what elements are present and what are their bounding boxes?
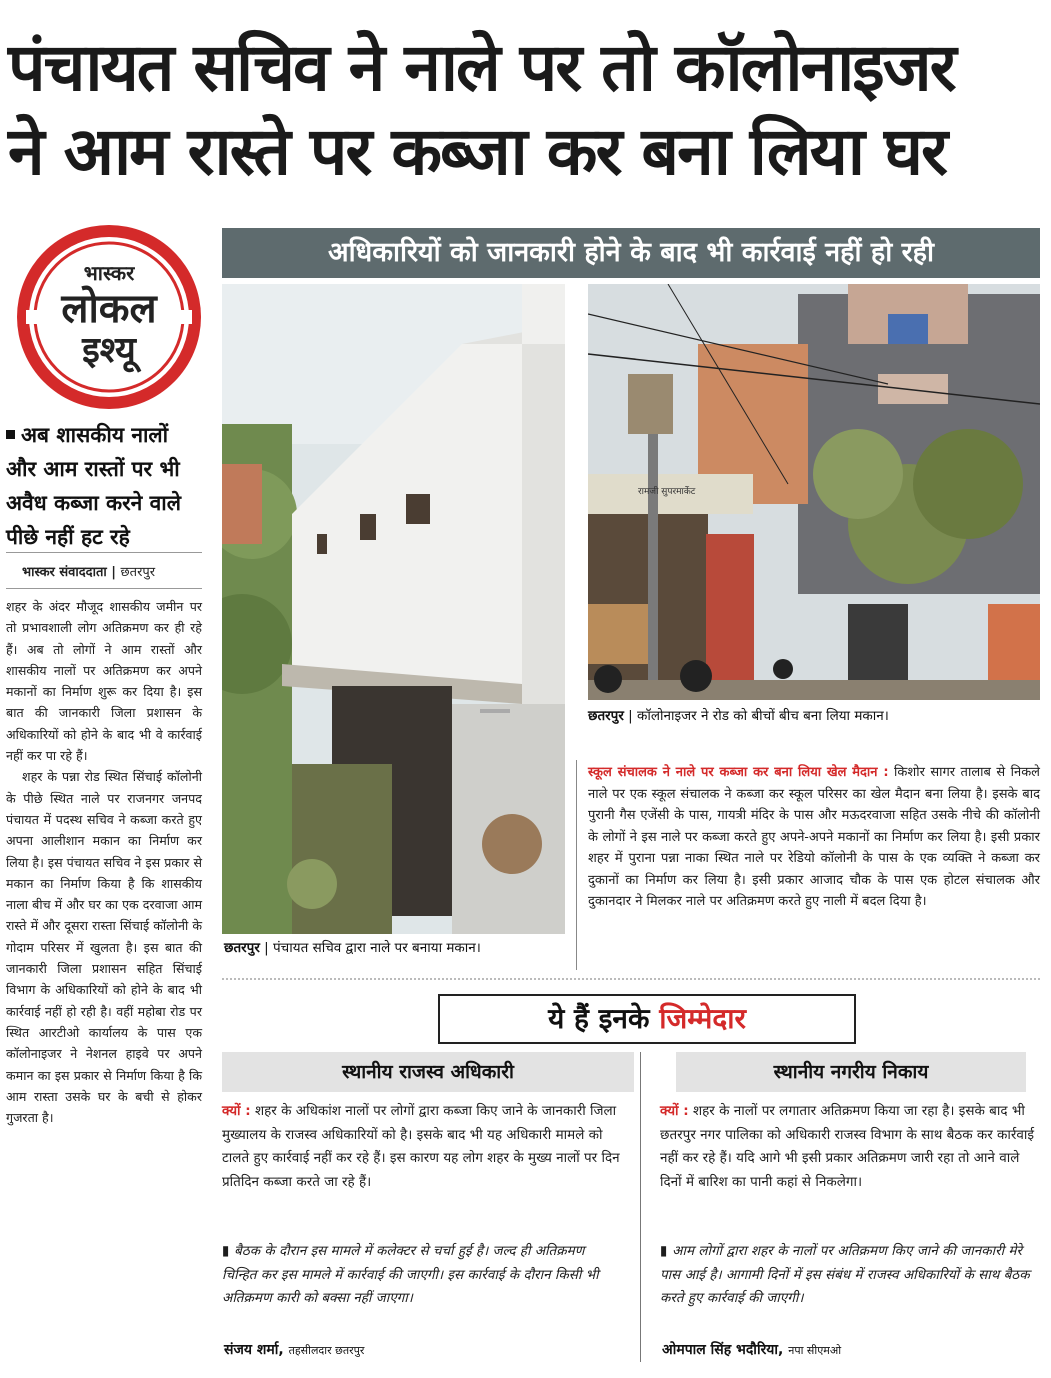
- byline-city: छतरपुर: [120, 565, 156, 580]
- quote-text: बैठक के दौरान इस मामले में कलेक्टर से चर्चा हुई है। जल्द ही अतिक्रमण चिन्हित कर इस मामले में कार्रवाई की जाएगी। इस कार्रवाई के दौरान किसी भी अतिक्रमण कारी को बक्सा नहीं जाएगा।: [222, 1243, 599, 1306]
- signature-municipal: [662, 1340, 841, 1359]
- section-banner: अधिकारियों को जानकारी होने के बाद भी कार्रवाई नहीं हो रही: [222, 228, 1040, 278]
- column-heading-municipal: स्थानीय नगरीय निकाय: [676, 1052, 1026, 1092]
- photo1-caption-text: पंचायत सचिव द्वारा नाले पर बनाया मकान।: [273, 940, 481, 956]
- byline-bottom-rule: [6, 588, 202, 589]
- side-story-text: किशोर सागर तालाब से निकले नाले पर एक स्कूल संचालक ने कब्जा कर स्कूल परिसर का खेल मैदान बना लिया है। इसके बाद पुरानी गैस एजेंसी के पास, गायत्री मंदिर के पास और मऊदरवाजा सहित उसके नीचे की कॉलोनी के लोगों ने इस नाले पर कब्जा करते हुए अपने-अपने मकानों का निर्माण कर लिया है। इसी प्रकार शहर में पुराना पन्ना नाका स्थित नाले पर रेडियो कॉलोनी के पास के एक व्यक्ति ने कब्जा कर दुकानों का निर्माण कर लिया है। इसी प्रकार आजाद चौक के पास एक होटल संचालक और दुकानदार ने मिलकर नाले पर अतिक्रमण करते हुए नाली में बदल दिया है।: [588, 765, 1040, 909]
- signature-revenue: [224, 1340, 364, 1359]
- kicker: [6, 418, 196, 554]
- quote-mark-icon: ▮: [222, 1243, 235, 1259]
- photo1-caption: छतरपुर | पंचायत सचिव द्वारा नाले पर बनाया मकान।: [224, 940, 481, 956]
- column-divider: [576, 760, 577, 970]
- stamp-middle: लोकल: [61, 286, 157, 332]
- quote-text: आम लोगों द्वारा शहर के नालों पर अतिक्रमण किए जाने की जानकारी मेरे पास आई है। आगामी दिनों में इस संबंध में राजस्व अधिकारियों के साथ बैठक करते हुए कार्रवाई की जाएगी।: [660, 1243, 1030, 1306]
- stamp-top: भास्कर: [83, 261, 135, 285]
- column-heading-revenue: स्थानीय राजस्व अधिकारी: [222, 1052, 634, 1092]
- photo2-caption-text: कॉलोनाइजर ने रोड को बीचों बीच बना लिया मकान।: [637, 708, 889, 724]
- byline-reporter: भास्कर संवाददाता: [22, 565, 107, 580]
- headline-line-2: ने आम रास्ते पर कब्जा कर बना लिया घर: [8, 113, 946, 190]
- body-paragraph: शहर के अंदर मौजूद शासकीय जमीन पर तो प्रभावशाली लोग अतिक्रमण कर ही रहे हैं। अब तो लोगों ने आम रास्तों और शासकीय नालों पर अतिक्रमण कर अपने मकानों का निर्माण शुरू कर दिया है। इस बात की जानकारी जिला प्रशासन के अधिकारियों को होने के बाद भी वे कार्रवाई नहीं कर पा रहे हैं।: [6, 599, 202, 764]
- why-label: क्यों :: [222, 1103, 251, 1119]
- responsible-prefix: ये हैं इनके: [548, 1002, 660, 1035]
- photo1-place: छतरपुर: [224, 940, 260, 956]
- signature-name: ओमपाल सिंह भदौरिया,: [662, 1342, 784, 1358]
- why-text: शहर के नालों पर लगातार अतिक्रमण किया जा रहा है। इसके बाद भी छतरपुर नगर पालिका को अधिकारी राजस्व विभाग के साथ बैठक कर कार्रवाई नहीं कर रहे हैं। यदि आगे भी इसी प्रकार अतिक्रमण जारी रहा तो आने वाले दिनों में बारिश का पानी कहां से निकलेगा।: [660, 1103, 1035, 1190]
- responsible-highlight: जिम्मेदार: [659, 1002, 746, 1035]
- byline-top-rule: [6, 552, 202, 553]
- byline: भास्कर संवाददाता | छतरपुर: [22, 565, 156, 580]
- headline-line-1: पंचायत सचिव ने नाले पर तो कॉलोनाइजर: [8, 29, 955, 106]
- stamp-bottom: इश्यू: [82, 330, 136, 371]
- bullet-square-icon: [6, 430, 15, 439]
- signature-name: संजय शर्मा,: [224, 1342, 284, 1358]
- quote-mark-icon: ▮: [660, 1243, 673, 1259]
- signature-designation: नपा सीएमओ: [788, 1344, 842, 1357]
- responsible-heading: [438, 994, 856, 1044]
- kicker-text: अब शासकीय नालों और आम रास्तों पर भी अवैध कब्जा करने वाले पीछे नहीं हट रहे: [6, 423, 181, 549]
- why-text: शहर के अधिकांश नालों पर लोगों द्वारा कब्जा किए जाने के जानकारी जिला मुख्यालय के राजस्व अधिकारियों को है। इसके बाद भी यह अधिकारी मामले को टालते हुए कार्रवाई नहीं कर रहे हैं। इस कारण यह लोग शहर के मुख्य नालों पर दिन प्रतिदिन कब्जा करते जा रहे हैं।: [222, 1103, 620, 1190]
- why-label: क्यों :: [660, 1103, 689, 1119]
- side-story: [588, 762, 1040, 913]
- signature-designation: तहसीलदार छतरपुर: [288, 1344, 365, 1357]
- body-text: [6, 596, 202, 1128]
- photo2-caption: छतरपुर | कॉलोनाइजर ने रोड को बीचों बीच बना लिया मकान।: [588, 708, 889, 724]
- why-municipal: [660, 1100, 1040, 1194]
- body-paragraph: शहर के पन्ना रोड स्थित सिंचाई कॉलोनी के पीछे स्थित नाले पर राजनगर जनपद पंचायत में पदस्थ सचिव ने कब्जा करते हुए अपना आलीशान मकान का निर्माण कर लिया है। इस पंचायत सचिव ने इस प्रकार से मकान का निर्माण किया है कि शासकीय नाला बीच में और घर का एक दरवाजा आम रास्ते में और दूसरा रास्ता सिंचाई कॉलोनी के गोदाम परिसर में खुलता है। इस बात की जानकारी जिला प्रशासन सहित सिंचाई विभाग के अधिकारियों को होने के बाद भी कार्रवाई नहीं हो रही है। वहीं महोबा रोड पर स्थित आरटीओ कार्यालय के पास एक कॉलोनाइजर ने नेशनल हाइवे पर अपने कमान का इस प्रकार से निर्माण किया है कि आम रास्ता उसके घर के बची से होकर गुजरता है।: [6, 769, 202, 1126]
- why-revenue: [222, 1100, 622, 1194]
- photo-colonizer-house: [588, 284, 1040, 700]
- quote-revenue: [222, 1240, 622, 1311]
- side-story-lead: स्कूल संचालक ने नाले पर कब्जा कर बना लिया खेल मैदान :: [588, 765, 889, 780]
- photo2-place: छतरपुर: [588, 708, 624, 724]
- quote-municipal: [660, 1240, 1040, 1311]
- columns-divider: [640, 1052, 641, 1362]
- local-issue-stamp: [14, 222, 204, 412]
- photo-house-on-drain: [222, 284, 565, 934]
- shop-sign: रामजी सुपरमार्केट: [638, 487, 696, 497]
- dotted-separator: [222, 978, 1040, 980]
